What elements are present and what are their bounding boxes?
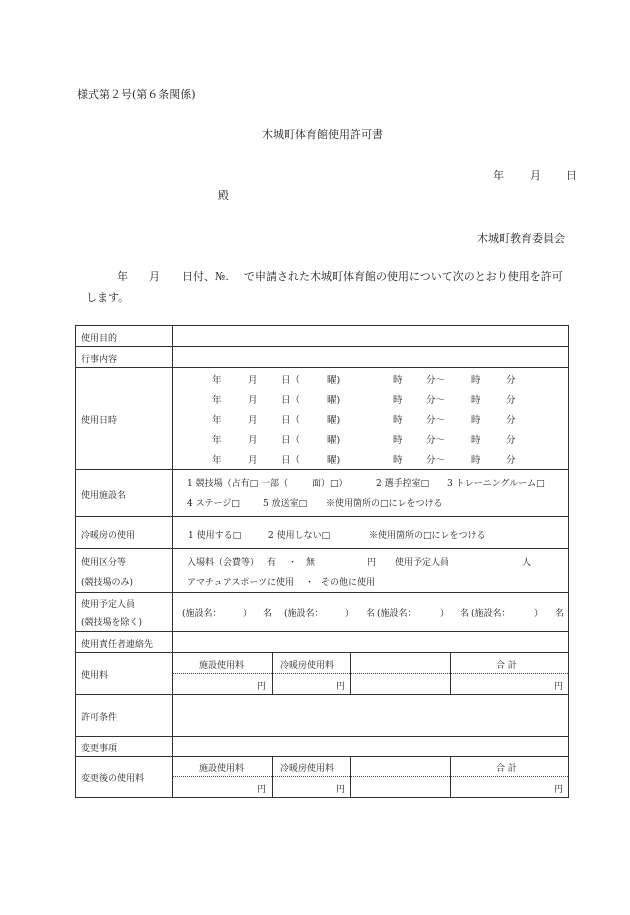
category-label-1: 使用区分等	[81, 558, 127, 568]
dt-day: 日（	[281, 395, 301, 406]
dt-hour-end: 時	[471, 395, 481, 406]
dt-weekday: 曜)	[327, 415, 341, 426]
dt-minute-end: 分	[506, 415, 516, 426]
dt-minute-start: 分～	[426, 415, 446, 426]
facility-note: ※使用箇所の□にレをつける	[326, 499, 443, 509]
page-title: 木城町体育館使用許可書	[262, 128, 383, 141]
fee-aircon-yen: 円	[336, 682, 346, 692]
changed-fee-facility-yen: 円	[257, 785, 267, 795]
dt-minute-start: 分～	[426, 455, 446, 466]
dt-year: 年	[212, 415, 222, 426]
entry-fee-yes: 有	[267, 558, 277, 568]
dt-day: 日（	[281, 435, 301, 446]
dt-year: 年	[212, 435, 222, 446]
dt-day: 日（	[281, 455, 301, 466]
dt-month: 月	[248, 415, 258, 426]
dt-hour-start: 時	[393, 455, 403, 466]
changes-label: 変更事項	[81, 744, 118, 754]
dt-minute-end: 分	[506, 395, 516, 406]
other-use: その他に使用	[321, 578, 376, 588]
conditions-label: 許可条件	[81, 713, 118, 723]
entry-fee-dot: ・	[288, 558, 298, 568]
dt-weekday: 曜)	[327, 435, 341, 446]
facility-item-3: 3 トレーニングルーム□	[447, 479, 545, 489]
responsible-label: 使用責任者連絡先	[81, 640, 154, 650]
dt-day: 日（	[281, 415, 301, 426]
entry-fee-label: 入場料（会費等）	[187, 558, 260, 568]
dt-minute-end: 分	[506, 435, 516, 446]
persons-close-1: ）	[243, 609, 253, 619]
planned-persons-label: 使用予定人員	[395, 558, 450, 568]
form-number: 様式第２号(第６条関係)	[77, 88, 196, 101]
dt-hour-end: 時	[471, 435, 481, 446]
dt-minute-start: 分～	[426, 395, 446, 406]
fee-facility-yen: 円	[257, 682, 267, 692]
changed-fee-aircon-yen: 円	[336, 785, 346, 795]
fee-label: 使用料	[81, 671, 109, 681]
event-label: 行事内容	[81, 355, 118, 365]
persons-facility-3: (施設名：	[377, 609, 417, 619]
changed-fee-total-yen: 円	[554, 785, 564, 795]
dt-weekday: 曜)	[327, 395, 341, 406]
persons-close-4: ）	[534, 609, 544, 619]
persons-unit-2: 名	[366, 609, 376, 619]
addressee-suffix: 殿	[218, 189, 229, 202]
persons-close-3: ）	[440, 609, 450, 619]
dt-month: 月	[248, 375, 258, 386]
dt-minute-start: 分～	[426, 375, 446, 386]
changed-fee-facility-header: 施設使用料	[199, 764, 245, 774]
dt-month: 月	[248, 395, 258, 406]
dt-month: 月	[248, 435, 258, 446]
date-month: 月	[530, 169, 541, 182]
changed-fee-aircon-header: 冷暖房使用料	[280, 764, 335, 774]
changed-fee-total-header: 合 計	[496, 764, 517, 774]
persons-facility-1: (施設名：	[182, 609, 222, 619]
changed-fee-label: 変更後の使用料	[81, 774, 145, 784]
dt-hour-start: 時	[393, 435, 403, 446]
purpose-label: 使用目的	[81, 334, 118, 344]
dt-hour-end: 時	[471, 415, 481, 426]
planned-persons-unit: 人	[522, 558, 532, 568]
dt-minute-start: 分～	[426, 435, 446, 446]
facility-item-4: 4 ステージ□	[187, 499, 240, 509]
issuer-name: 木城町教育委員会	[477, 232, 565, 245]
fee-facility-header: 施設使用料	[199, 661, 245, 671]
persons-unit-3: 名	[460, 609, 470, 619]
aircon-label: 冷暖房の使用	[81, 531, 136, 541]
facility-item-1: 1 競技場（占有□ 一部（	[187, 479, 288, 489]
dt-hour-end: 時	[471, 375, 481, 386]
date-year: 年	[493, 169, 504, 182]
dt-year: 年	[212, 455, 222, 466]
fee-total-header: 合 計	[496, 661, 517, 671]
persons-close-2: ）	[345, 609, 355, 619]
dt-year: 年	[212, 375, 222, 386]
intro-year: 年	[117, 270, 128, 283]
persons-unit-1: 名	[263, 609, 273, 619]
datetime-label: 使用日時	[81, 416, 118, 426]
persons-facility-4: (施設名：	[471, 609, 511, 619]
persons-unit-4: 名	[555, 609, 565, 619]
dt-minute-end: 分	[506, 455, 516, 466]
facility-item-5: 5 放送室□	[263, 499, 308, 509]
dt-minute-end: 分	[506, 375, 516, 386]
category-label-2: (競技場のみ)	[81, 578, 134, 588]
intro-text-1: で申請された木城町体育館の使用について次のとおり使用を許可	[244, 270, 563, 283]
dt-month: 月	[248, 455, 258, 466]
intro-text-2: します。	[86, 291, 130, 304]
category-dot: ・	[305, 578, 315, 588]
fee-total-yen: 円	[554, 682, 564, 692]
dt-weekday: 曜)	[327, 455, 341, 466]
persons-label-2: (競技場を除く)	[81, 618, 143, 628]
dt-hour-end: 時	[471, 455, 481, 466]
intro-month: 月	[149, 270, 160, 283]
persons-label-1: 使用予定人員	[81, 600, 136, 610]
dt-year: 年	[212, 395, 222, 406]
date-day: 日	[566, 169, 577, 182]
facility-item-2: 2 選手控室□	[376, 479, 430, 489]
facility-item-1-end: 面）□）	[312, 479, 348, 489]
dt-day: 日（	[281, 375, 301, 386]
entry-fee-yen: 円	[367, 558, 377, 568]
aircon-option-use: 1 使用する□	[188, 531, 242, 541]
intro-date-no: 日付、№.	[182, 270, 229, 283]
dt-hour-start: 時	[393, 375, 403, 386]
facility-label: 使用施設名	[81, 491, 127, 501]
persons-facility-2: (施設名：	[284, 609, 324, 619]
dt-hour-start: 時	[393, 415, 403, 426]
amateur-use: アマチュアスポーツに使用	[187, 578, 295, 588]
aircon-note: ※使用箇所の□にレをつける	[369, 531, 486, 541]
entry-fee-no: 無	[306, 558, 316, 568]
dt-weekday: 曜)	[327, 375, 341, 386]
aircon-option-no-use: 2 使用しない□	[268, 531, 331, 541]
dt-hour-start: 時	[393, 395, 403, 406]
fee-aircon-header: 冷暖房使用料	[280, 661, 335, 671]
